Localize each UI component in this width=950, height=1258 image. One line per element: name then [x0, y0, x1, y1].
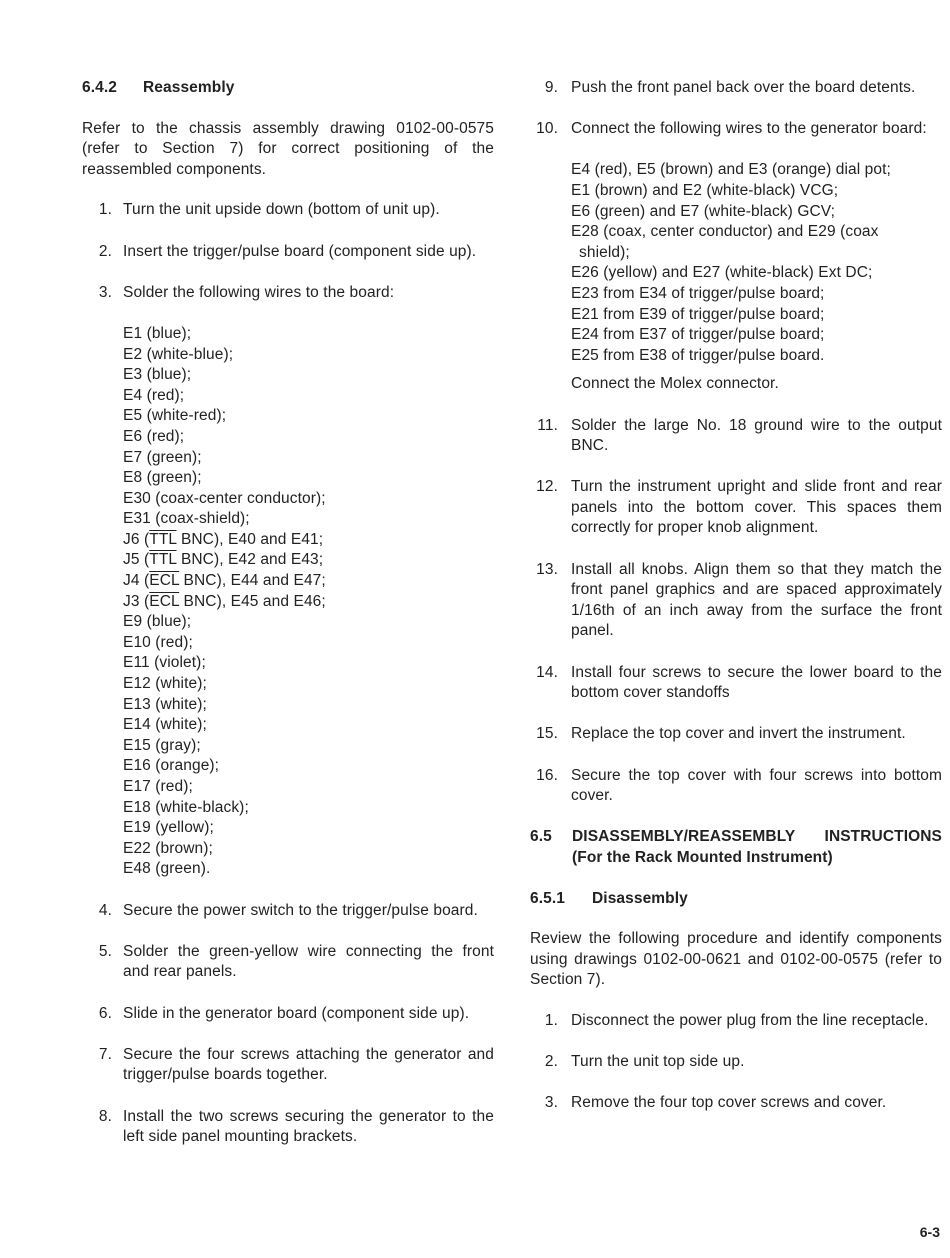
section-number: 6.5.1: [530, 889, 565, 907]
left-column: [82, 78, 494, 1168]
step-number: 7.: [98, 1045, 112, 1063]
list-item: [530, 477, 942, 539]
wire-item: E16 (orange);: [123, 757, 220, 775]
list-item: [82, 1045, 494, 1086]
step-number: 5.: [98, 942, 112, 960]
bnc-pre: J4 (: [123, 572, 150, 590]
bnc-post: BNC), E45 and E46;: [179, 592, 326, 610]
step-number: 2.: [544, 1053, 558, 1071]
step-text: Solder the large No. 18 ground wire to the output BNC.: [571, 416, 942, 455]
wire-item: E2 (white-blue);: [123, 345, 234, 363]
section-heading-6-4-2: [82, 78, 494, 99]
wire-item: E4 (red), E5 (brown) and E3 (orange) dial pot;: [571, 161, 891, 179]
bnc-pre: J3 (: [123, 592, 150, 610]
step-number: 14.: [536, 663, 558, 681]
bnc-post: BNC), E42 and E43;: [176, 551, 324, 569]
step-number: 11.: [537, 416, 558, 434]
list-item: [82, 1004, 494, 1025]
wire-item: E1 (blue);: [123, 324, 192, 342]
step-text: Disconnect the power plug from the line receptacle.: [571, 1011, 929, 1029]
section-number: 6.4.2: [82, 79, 117, 96]
wire-item: E12 (white);: [123, 675, 207, 693]
list-item: [530, 766, 942, 807]
section-title: Disassembly: [592, 889, 688, 907]
list-item: [530, 724, 942, 745]
step-number: 6.: [98, 1004, 112, 1022]
wire-item: E19 (yellow);: [123, 819, 214, 837]
wire-item: E21 from E39 of trigger/pulse board;: [571, 305, 825, 323]
bnc-wire-item: [123, 530, 494, 551]
list-item: [82, 942, 494, 983]
wire-item: E18 (white-black);: [123, 798, 249, 816]
right-column: [530, 78, 942, 1135]
wire-item: E15 (gray);: [123, 736, 201, 754]
step-text: Secure the four screws attaching the generator and trigger/pulse boards together.: [123, 1045, 494, 1084]
bnc-logic: $\overline{ECL}$: [149, 592, 180, 610]
step-text: Install four screws to secure the lower board to the bottom cover standoffs: [571, 663, 942, 702]
bnc-post: BNC), E44 and E47;: [179, 572, 326, 590]
bnc-logic: $\overline{ECL}$: [149, 572, 180, 590]
reassembly-steps-continued: [530, 78, 942, 807]
wire-item: E24 from E37 of trigger/pulse board;: [571, 326, 825, 344]
page-number: 6-3: [919, 1224, 940, 1240]
step-text: Install all knobs. Align them so that they match the front panel graphics and are spaced approximately 1/16th of an inch away from the surface the front panel.: [571, 560, 942, 640]
list-item: [530, 78, 942, 99]
wire-item: E14 (white);: [123, 716, 207, 734]
step-number: 9.: [544, 79, 558, 96]
list-item: [82, 1107, 494, 1148]
molex-note: Connect the Molex connector.: [571, 375, 779, 393]
step-text: Connect the following wires to the generator board:: [571, 120, 927, 138]
list-item: [530, 416, 942, 457]
wire-item: E26 (yellow) and E27 (white-black) Ext DC;: [571, 264, 873, 282]
bnc-pre: J6 (: [123, 530, 150, 548]
wire-item: E6 (red);: [123, 427, 185, 445]
wire-item: E48 (green).: [123, 860, 211, 878]
wire-item: E10 (red);: [123, 633, 193, 651]
step-text: Insert the trigger/pulse board (component side up).: [123, 242, 477, 260]
list-item: [530, 1052, 942, 1073]
section-heading-6-5-1: [530, 889, 942, 910]
intro-paragraph: Review the following procedure and identify components using drawings 0102-00-0621 and 0102-00-0575 (refer to Section 7).: [530, 930, 942, 989]
section-title: DISASSEMBLY/REASSEMBLY INSTRUCTIONS (For the Rack Mounted Instrument): [572, 828, 942, 866]
step-text: Remove the four top cover screws and cover.: [571, 1094, 887, 1112]
step-number: 16.: [536, 766, 558, 784]
wire-item: E13 (white);: [123, 695, 207, 713]
list-item: [530, 560, 942, 642]
step-number: 3.: [98, 283, 112, 301]
step-text: Solder the following wires to the board:: [123, 283, 395, 301]
step-number: 2.: [98, 242, 112, 260]
wire-item: E22 (brown);: [123, 839, 213, 857]
wire-item: E4 (red);: [123, 386, 185, 404]
step-number: 10.: [536, 120, 558, 138]
list-item: [82, 283, 494, 880]
step-number: 15.: [536, 725, 558, 743]
step-text: Turn the unit upside down (bottom of unit up).: [123, 201, 440, 219]
wire-item: E28 (coax, center conductor) and E29 (coax: [571, 223, 879, 241]
bnc-wire-item: [123, 571, 494, 592]
wire-item: shield);: [579, 243, 630, 261]
wire-item: E31 (coax-shield);: [123, 510, 250, 528]
step-text: Install the two screws securing the generator to the left side panel mounting brackets.: [123, 1107, 494, 1146]
section-heading-6-5: [530, 827, 942, 868]
bnc-wire-item: [123, 592, 494, 613]
intro-paragraph: Refer to the chassis assembly drawing 0102-00-0575 (refer to Section 7) for correct positioning of the reassembled components.: [82, 119, 494, 178]
step-text: Replace the top cover and invert the instrument.: [571, 725, 906, 743]
list-item: [530, 663, 942, 704]
list-item: [530, 1093, 942, 1114]
bnc-pre: J5 (: [123, 551, 150, 569]
step-text: Secure the top cover with four screws into bottom cover.: [571, 766, 942, 805]
bnc-logic: $\overline{TTL}$: [149, 551, 177, 569]
step-number: 8.: [98, 1107, 112, 1125]
wire-item: E8 (green);: [123, 469, 202, 487]
wire-item: E11 (violet);: [123, 654, 206, 672]
wire-item: E3 (blue);: [123, 366, 192, 384]
step-text: Turn the unit top side up.: [571, 1053, 745, 1071]
disassembly-steps: [530, 1011, 942, 1114]
section-number: 6.5: [530, 828, 552, 846]
wire-item: E9 (blue);: [123, 613, 192, 631]
step-text: Push the front panel back over the board detents.: [571, 79, 916, 96]
list-item: [530, 119, 942, 395]
step-text: Solder the green-yellow wire connecting the front and rear panels.: [123, 942, 494, 981]
wire-item: E25 from E38 of trigger/pulse board.: [571, 346, 825, 364]
wire-list: [123, 324, 494, 880]
list-item: [530, 1011, 942, 1032]
step-number: 1.: [544, 1011, 558, 1029]
wire-item: E23 from E34 of trigger/pulse board;: [571, 284, 825, 302]
step-text: Slide in the generator board (component side up).: [123, 1004, 470, 1022]
bnc-wire-item: [123, 550, 494, 571]
list-item: [82, 200, 494, 221]
step-text: Secure the power switch to the trigger/pulse board.: [123, 901, 478, 919]
wire-item: E17 (red);: [123, 778, 193, 795]
bnc-logic: $\overline{TTL}$: [149, 530, 177, 548]
reassembly-steps: [82, 200, 494, 1147]
wire-item: E5 (white-red);: [123, 407, 227, 425]
step-number: 1.: [98, 201, 112, 219]
step-number: 3.: [544, 1094, 558, 1112]
bnc-post: BNC), E40 and E41;: [176, 530, 324, 548]
step-number: 4.: [98, 901, 112, 919]
list-item: [82, 901, 494, 922]
wire-item: E6 (green) and E7 (white-black) GCV;: [571, 202, 836, 220]
section-title: Reassembly: [143, 79, 235, 96]
wire-item: E1 (brown) and E2 (white-black) VCG;: [571, 181, 839, 199]
list-item: [82, 242, 494, 263]
step-number: 12.: [536, 478, 558, 496]
wire-item: E7 (green);: [123, 448, 202, 466]
step-text: Turn the instrument upright and slide front and rear panels into the bottom cover. This spaces them correctly for proper knob alignment.: [571, 478, 942, 537]
generator-wire-list: [571, 160, 942, 395]
step-number: 13.: [536, 560, 558, 578]
wire-item: E30 (coax-center conductor);: [123, 489, 326, 507]
